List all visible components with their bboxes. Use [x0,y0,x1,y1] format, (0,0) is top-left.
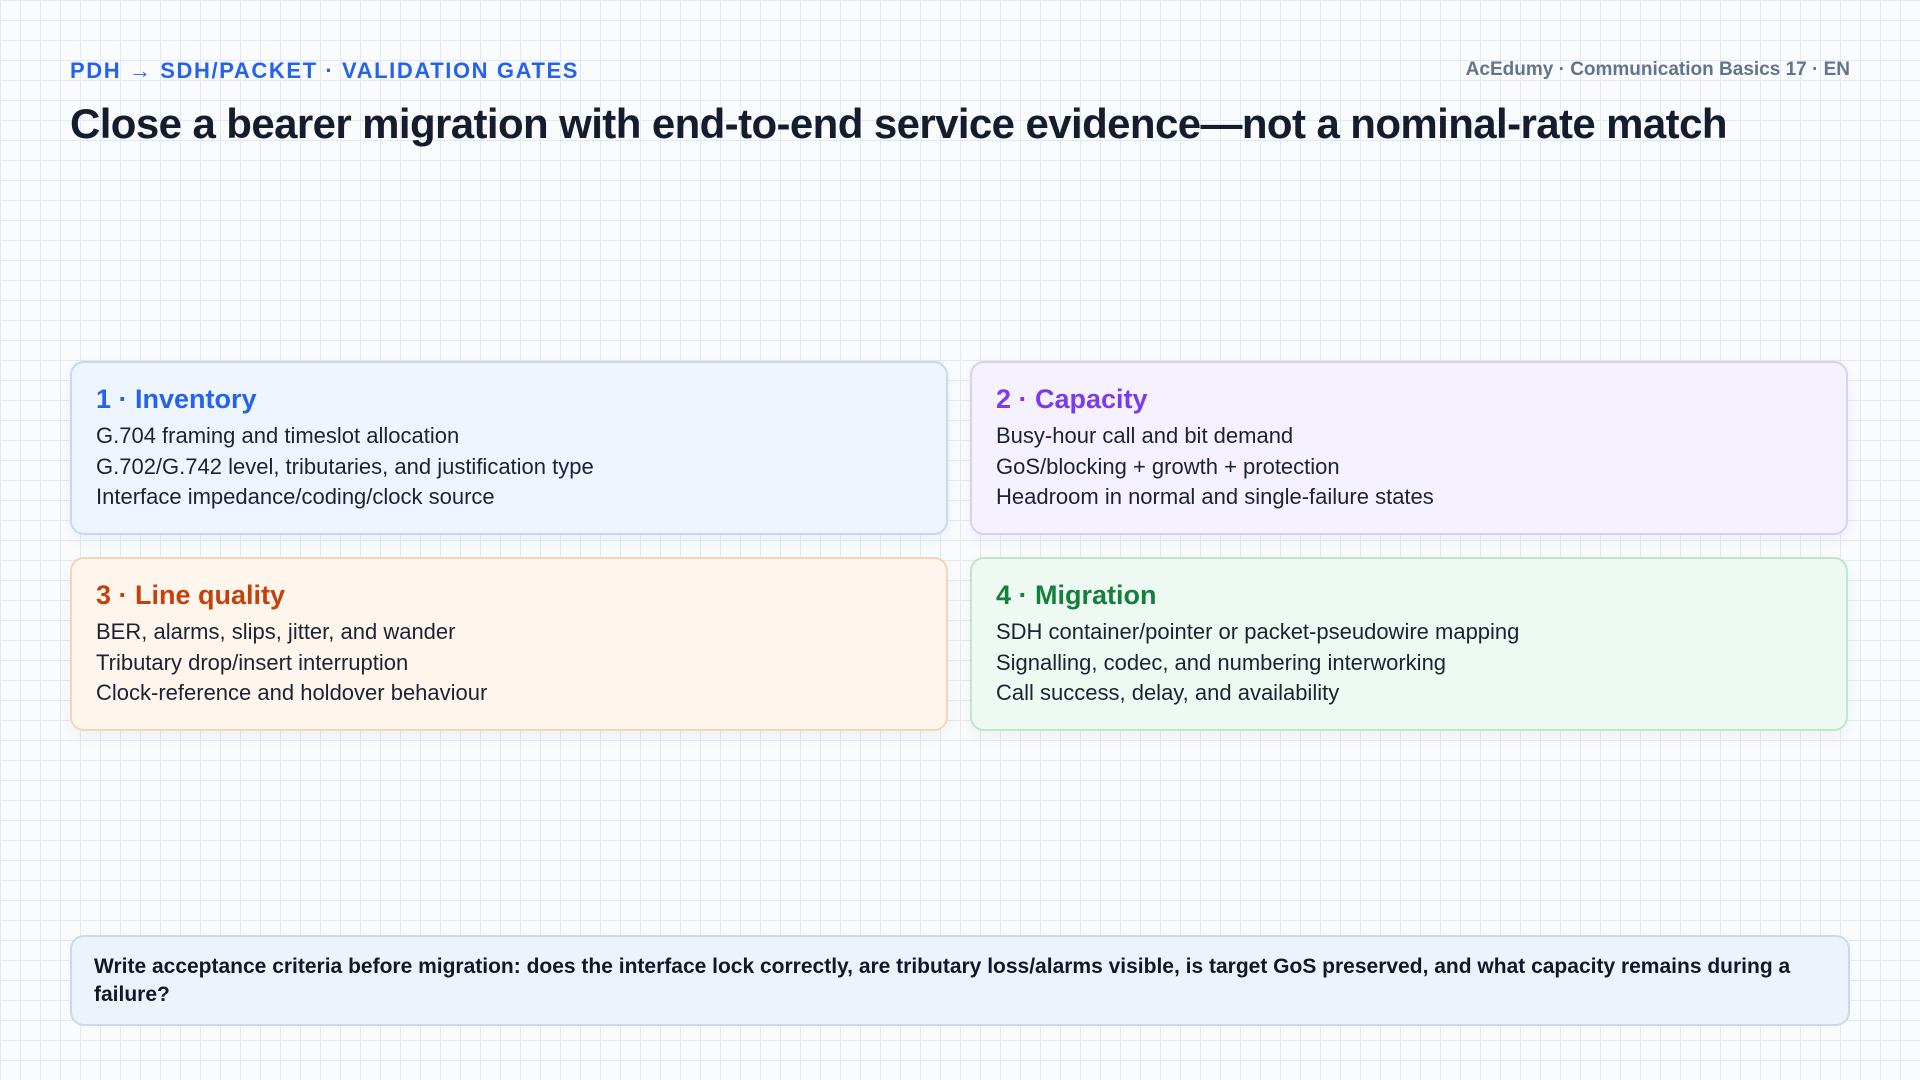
gate-card-line: Signalling, codec, and numbering interworking [996,649,1447,675]
gate-card-inventory [70,361,948,535]
gate-card-migration [970,557,1848,731]
gate-card-line: Clock-reference and holdover behaviour [96,680,488,705]
gate-card-line-quality [70,557,948,731]
gate-card-title: 2 · Capacity [996,384,1148,414]
gate-card-title: 3 · Line quality [96,580,286,610]
acceptance-criteria-note: Write acceptance criteria before migration: does the interface lock correctly, are tributary loss/alarms visible, is target GoS preserved, and what capacity remains during a failure? [70,935,1850,1026]
gate-card-line: Headroom in normal and single-failure states [996,484,1434,509]
section-kicker: PDH → SDH/PACKET · VALIDATION GATES [70,58,580,83]
gate-card-line: Tributary drop/insert interruption [96,649,409,675]
course-label: AcEdumy · Communication Basics 17 · EN [1465,59,1850,80]
gate-card-line: GoS/blocking + growth + protection [996,453,1340,479]
gate-card-title: 1 · Inventory [96,384,257,414]
gate-card-capacity [970,361,1848,535]
gate-card-line: G.704 framing and timeslot allocation [96,423,460,448]
gate-card-line: SDH container/pointer or packet-pseudowire mapping [996,619,1520,644]
gate-card-line: Busy-hour call and bit demand [996,423,1294,448]
gate-card-line: G.702/G.742 level, tributaries, and justification type [96,453,594,479]
gate-card-line: Call success, delay, and availability [996,680,1340,705]
gate-card-line: Interface impedance/coding/clock source [96,484,495,509]
gate-card-line: BER, alarms, slips, jitter, and wander [96,619,456,644]
page-title: Close a bearer migration with end-to-end service evidence—not a nominal-rate match [70,100,1727,147]
gate-card-title: 4 · Migration [996,580,1157,610]
